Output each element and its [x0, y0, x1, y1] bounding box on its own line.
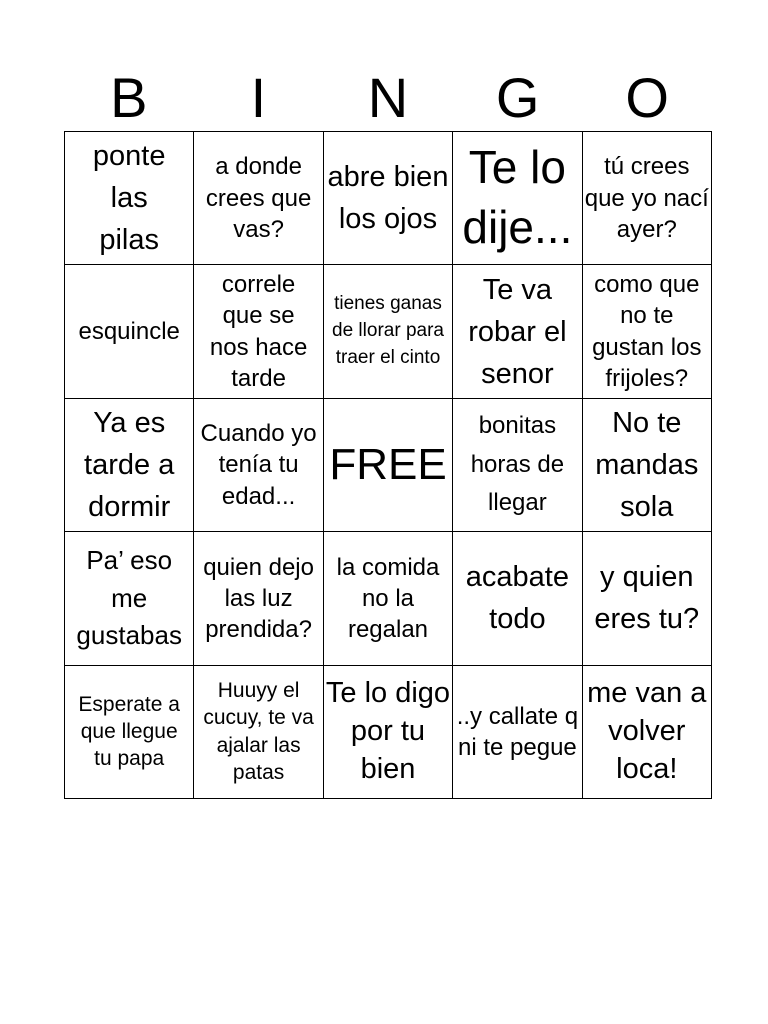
header-letter-o: O [625, 66, 669, 129]
cell-text: tú crees que yo nací ayer? [584, 153, 709, 243]
cell-text: ponte las pilas [92, 140, 166, 257]
cell-text: abre bien los ojos [327, 161, 449, 236]
bingo-cell [65, 399, 194, 532]
header-letter-b: B [110, 66, 148, 129]
cell-text: esquincle [78, 318, 180, 345]
cell-text: Te va robar el senor [468, 273, 567, 390]
header-letter-n: N [367, 66, 409, 129]
cell-text: como que no te gustan los frijoles? [592, 271, 702, 392]
cell-text: correle que se nos hace tarde [209, 271, 308, 392]
bingo-cell [194, 265, 323, 398]
free-space-label: FREE [329, 439, 447, 489]
cell-text: Te lo dije... [462, 141, 573, 254]
bingo-grid [64, 131, 712, 799]
bingo-cell [65, 532, 194, 665]
cell-text: quien dejo las luz prendida? [203, 553, 314, 643]
cell-text: Cuando yo tenía tu edad... [200, 420, 317, 510]
bingo-header [64, 66, 712, 130]
bingo-cell [453, 532, 582, 665]
bingo-cell [194, 666, 323, 799]
header-letter-i: I [250, 66, 267, 129]
cell-text: me van a volver loca! [587, 677, 707, 785]
cell-text: tienes ganas de llorar para traer el cinto [332, 293, 444, 369]
cell-text: y quien eres tu? [594, 561, 700, 636]
bingo-cell [453, 399, 582, 532]
cell-text: Te lo digo por tu bien [325, 677, 451, 785]
cell-text: Pa’ eso me gustabas [76, 544, 182, 651]
bingo-cell [194, 399, 323, 532]
cell-text: la comida no la regalan [336, 553, 440, 643]
bingo-cell [65, 666, 194, 799]
bingo-cell [194, 132, 323, 265]
cell-text: bonitas horas de llegar [470, 412, 565, 517]
cell-text: Ya es tarde a dormir [84, 406, 175, 524]
bingo-cell [453, 132, 582, 265]
bingo-cell [583, 132, 712, 265]
header-letter-g: G [495, 66, 540, 129]
bingo-cell [324, 132, 453, 265]
bingo-cell [583, 265, 712, 398]
bingo-cell [453, 265, 582, 398]
cell-text: acabate todo [465, 561, 569, 636]
bingo-cell [324, 532, 453, 665]
bingo-cell [583, 532, 712, 665]
bingo-cell [583, 399, 712, 532]
cell-text: ..y callate q ni te pegue [456, 702, 579, 761]
bingo-cell [324, 666, 453, 799]
cell-text: No te mandas sola [595, 406, 699, 524]
cell-text: a donde crees que vas? [205, 153, 312, 243]
cell-text: Esperate a que llegue tu papa [78, 692, 180, 771]
bingo-cell [65, 265, 194, 398]
bingo-cell [453, 666, 582, 799]
cell-text: Huuyy el cucuy, te va ajalar las patas [203, 679, 314, 785]
bingo-cell [324, 265, 453, 398]
bingo-cell [194, 532, 323, 665]
bingo-cell [65, 132, 194, 265]
free-space [324, 399, 453, 532]
bingo-cell [583, 666, 712, 799]
